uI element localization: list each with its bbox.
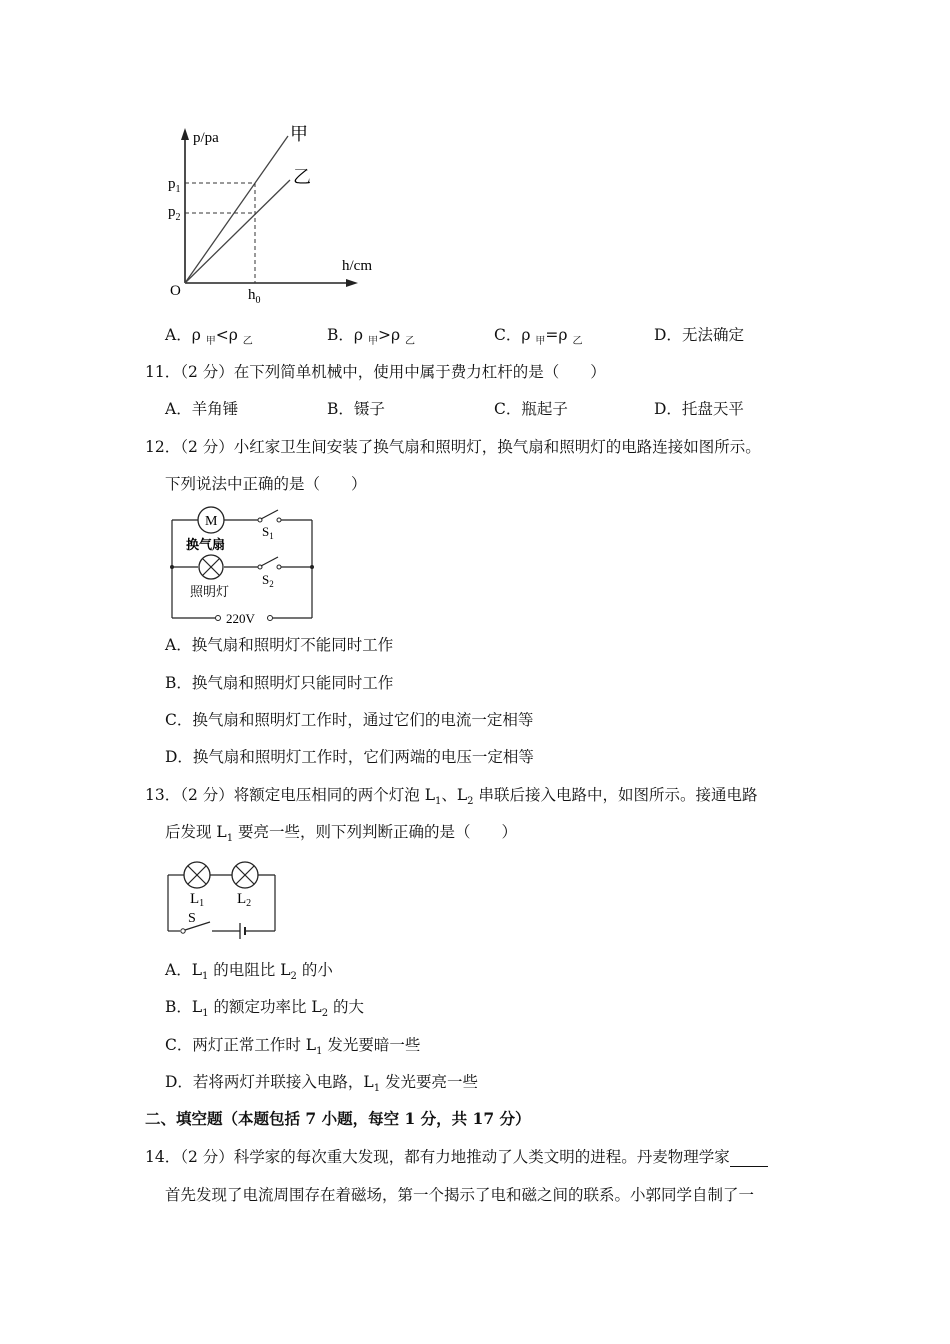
text: 要亮一些，则下列判断正确的是（ ） <box>233 823 518 841</box>
y-axis-arrow <box>181 128 189 140</box>
q10-option-c[interactable] <box>494 323 582 347</box>
q12-option-d[interactable]: D．换气扇和照明灯工作时，它们两端的电压一定相等 <box>165 748 534 766</box>
x-axis-arrow <box>346 279 358 287</box>
rho: ρ <box>228 326 243 344</box>
rho: ρ <box>390 326 405 344</box>
subscript: 1 <box>202 971 209 983</box>
fan-label: 换气扇 <box>186 537 226 552</box>
terminal <box>268 616 273 621</box>
subscript: 2 <box>467 796 474 808</box>
text: 14．（2 分）科学家的每次重大发现，都有力地推动了人类文明的进程。丹麦物理学家 <box>145 1148 730 1166</box>
subscript: 1 <box>316 1046 323 1058</box>
q13-option-a[interactable] <box>165 958 333 982</box>
option-letter: D． <box>654 326 682 344</box>
q10-option-d[interactable] <box>654 323 744 345</box>
q11-option-b[interactable]: B．镊子 <box>327 400 385 418</box>
text: B．L <box>165 998 203 1016</box>
q13-stem-line1 <box>145 783 757 807</box>
switch-label: S <box>188 911 196 926</box>
switch-s2-label: $S_2$ <box>262 572 274 589</box>
text: 的大 <box>328 998 365 1016</box>
voltage-label: 220V <box>226 611 255 625</box>
operator: < <box>215 326 229 344</box>
h0-label: $h_0$ <box>248 287 261 306</box>
lamp-label: 照明灯 <box>190 584 230 599</box>
switch-s1-blade <box>261 510 278 519</box>
l2-label: $L_2$ <box>237 891 252 909</box>
q12-stem-line1: 12．（2 分）小红家卫生间安装了换气扇和照明灯，换气扇和照明灯的电路连接如图所示。 <box>145 438 761 456</box>
text: 串联后接入电路中，如图所示。接通电路 <box>473 786 758 804</box>
subscript: 2 <box>321 1008 329 1020</box>
text: 的电阻比 L <box>208 961 291 979</box>
subscript-jia: 甲 <box>535 336 546 348</box>
q11-option-a[interactable]: A．羊角锤 <box>165 400 239 418</box>
rho: ρ <box>353 326 368 344</box>
q10-option-a[interactable] <box>165 323 253 347</box>
switch-contact <box>181 929 185 933</box>
q14-line2: 首先发现了电流周围存在着磁场，第一个揭示了电和磁之间的联系。小郭同学自制了一 <box>165 1186 755 1204</box>
text: A．L <box>165 961 202 979</box>
subscript-yi: 乙 <box>242 336 253 348</box>
subscript: 1 <box>202 1008 209 1020</box>
subscript-yi: 乙 <box>572 336 583 348</box>
junction <box>170 565 174 569</box>
q14-line1 <box>145 1145 768 1167</box>
text: 、L <box>441 786 468 804</box>
q13-option-d[interactable] <box>165 1070 478 1094</box>
motor-symbol: M <box>205 514 218 529</box>
text: 13．（2 分）将额定电压相同的两个灯泡 L <box>145 786 435 804</box>
text: 的小 <box>296 961 333 979</box>
switch-contact <box>277 565 281 569</box>
switch-s2-blade <box>261 557 278 566</box>
line-yi-label: 乙 <box>293 167 311 187</box>
q13-option-b[interactable] <box>165 995 364 1019</box>
q13-stem-line2 <box>165 820 517 844</box>
switch-s1-label: $S_1$ <box>262 524 274 541</box>
q12-option-a[interactable]: A．换气扇和照明灯不能同时工作 <box>165 636 394 654</box>
q11-option-d[interactable]: D．托盘天平 <box>654 400 744 418</box>
origin-label: O <box>170 283 181 299</box>
rho: ρ <box>558 326 573 344</box>
option-letter: C． <box>494 326 522 344</box>
junction <box>310 565 314 569</box>
answer-blank[interactable] <box>730 1152 768 1167</box>
q10-option-b[interactable] <box>327 323 415 347</box>
rho: ρ <box>521 326 536 344</box>
subscript: 1 <box>373 1083 381 1095</box>
text: C．两灯正常工作时 L <box>165 1036 317 1054</box>
text: 发光要暗一些 <box>322 1036 421 1054</box>
operator: = <box>545 326 559 344</box>
subscript-jia: 甲 <box>367 336 378 348</box>
text: 的额定功率比 L <box>208 998 322 1016</box>
subscript-jia: 甲 <box>205 336 216 348</box>
p1-label: $p_1$ <box>168 176 181 195</box>
section-heading: 二、填空题（本题包括 7 小题，每空 1 分，共 17 分） <box>145 1109 531 1128</box>
text: D．若将两灯并联接入电路，L <box>165 1073 374 1091</box>
option-text: 无法确定 <box>681 326 744 344</box>
pressure-depth-graph <box>160 118 390 313</box>
subscript: 1 <box>226 833 234 845</box>
option-letter: B． <box>327 326 354 344</box>
line-jia <box>185 136 288 283</box>
operator: > <box>377 326 391 344</box>
y-axis-label: p/pa <box>193 130 219 146</box>
q12-stem-line2: 下列说法中正确的是（ ） <box>165 475 367 493</box>
subscript: 2 <box>290 971 297 983</box>
text: 发光要亮一些 <box>380 1073 479 1091</box>
q11-stem: 11．（2 分）在下列简单机械中，使用中属于费力杠杆的是（ ） <box>145 363 606 381</box>
switch-contact <box>277 518 281 522</box>
x-axis-label: h/cm <box>342 258 372 274</box>
q12-circuit-diagram <box>160 500 325 625</box>
terminal <box>216 616 221 621</box>
subscript: 1 <box>434 796 442 808</box>
q12-option-c[interactable]: C．换气扇和照明灯工作时，通过它们的电流一定相等 <box>165 711 534 729</box>
option-letter: A． <box>165 326 192 344</box>
line-yi <box>185 180 290 283</box>
line-jia-label: 甲 <box>290 124 308 144</box>
q12-option-b[interactable]: B．换气扇和照明灯只能同时工作 <box>165 674 394 692</box>
subscript-yi: 乙 <box>404 336 415 348</box>
q13-option-c[interactable] <box>165 1033 420 1057</box>
text: 后发现 L <box>165 823 227 841</box>
l1-label: $L_1$ <box>190 891 205 909</box>
q11-option-c[interactable]: C．瓶起子 <box>494 400 568 418</box>
p2-label: $p_2$ <box>168 204 181 223</box>
rho: ρ <box>191 326 206 344</box>
q13-circuit-diagram <box>160 855 285 945</box>
